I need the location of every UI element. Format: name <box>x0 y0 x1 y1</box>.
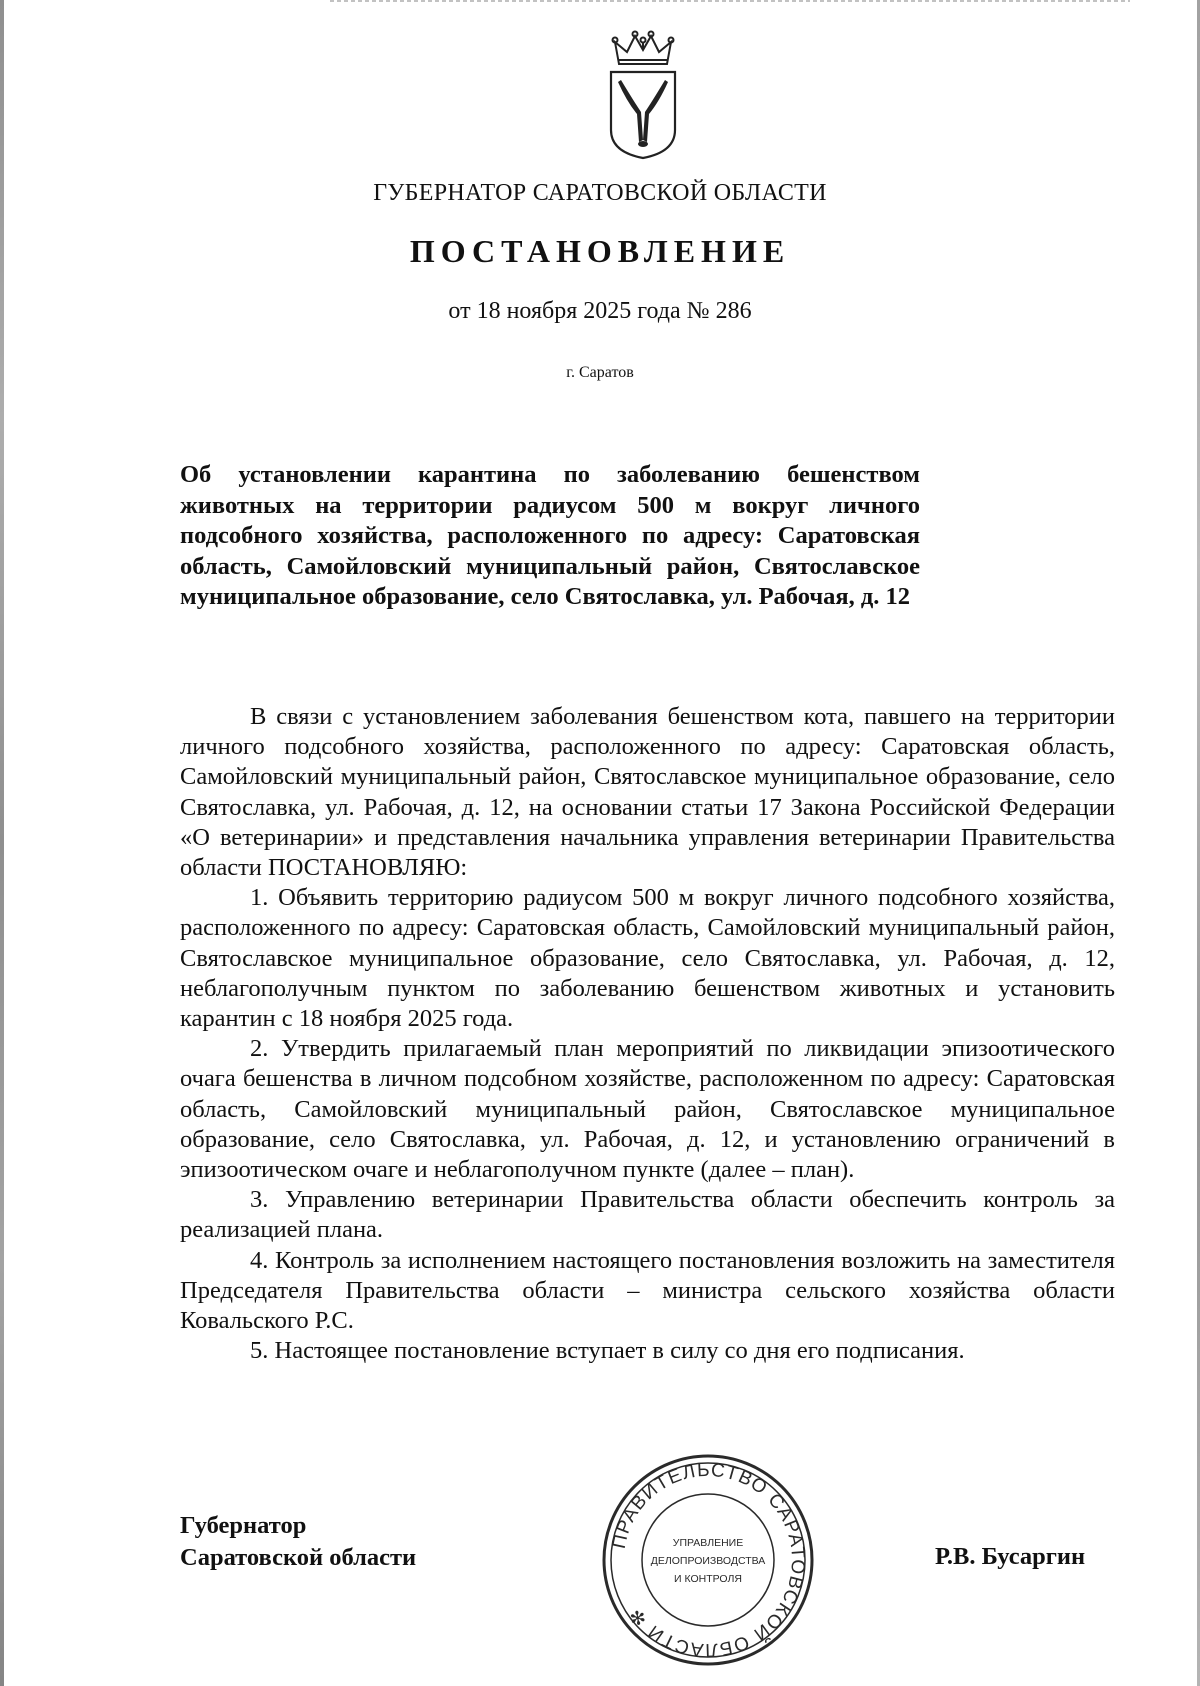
clause-1: 1. Объявить территорию радиусом 500 м вокруг личного подсобного хозяйства, расположенного по адресу: Саратовская область, Самойловский муниципальный район, Святославское муниципальное образование, село Святославка, ул. Рабочая, д. 12, неблагополучным пунктом по заболеванию бешенством животных и установить карантин с 18 ноября 2025 года. <box>180 884 1115 1033</box>
document-subject: Об установлении карантина по заболеванию бешенством животных на территории радиусом 500 м вокруг личного подсобного хозяйства, расположенного по адресу: Саратовская область, Самойловский муниципальный район, Святославское муниципальное образование, село Святославка, ул. Рабочая, д. 12 <box>180 461 920 610</box>
official-seal-stamp <box>598 1450 818 1670</box>
seal-inner-line-2: ДЕЛОПРОИЗВОДСТВА <box>650 1555 766 1567</box>
signatory-title <box>180 1510 416 1574</box>
scan-edge-top <box>330 0 1130 2</box>
seal-outer-text: ПРАВИТЕЛЬСТВО САРАТОВСКОЙ ОБЛАСТИ ✻ <box>608 1459 809 1661</box>
clause-3: 3. Управлению ветеринарии Правительства области обеспечить контроль за реализацией плана. <box>180 1186 1115 1244</box>
seal-inner-line-1: УПРАВЛЕНИЕ <box>672 1537 744 1549</box>
clause-4: 4. Контроль за исполнением настоящего постановления возложить на заместителя Председателя Правительства области – министра сельского хозяйства области Ковальского Р.С. <box>180 1246 1115 1335</box>
document-type: ПОСТАНОВЛЕНИЕ <box>409 233 791 269</box>
document-city: г. Саратов <box>566 364 634 381</box>
clause-2: 2. Утвердить прилагаемый план мероприятий по ликвидации эпизоотического очага бешенства в личном подсобном хозяйстве, расположенном по адресу: Саратовская область, Самойловский муниципальный район, Святославское муниципальное образование, село Святославка, ул. Рабочая, д. 12, и установлению ограничений в эпизоотическом очаге и неблагополучном пункте (далее – план). <box>180 1035 1115 1184</box>
issuing-authority: ГУБЕРНАТОР САРАТОВСКОЙ ОБЛАСТИ <box>373 180 827 206</box>
clause-5: 5. Настоящее постановление вступает в силу со дня его подписания. <box>250 1337 965 1365</box>
signatory-title-line-2: Саратовской области <box>180 1544 417 1571</box>
preamble-paragraph: В связи с установлением заболевания бешенством кота, павшего на территории личного подсобного хозяйства, расположенного по адресу: Саратовская область, Самойловский муниципальный район, Святославское муниципальное образование, село Святославка, ул. Рабочая, д. 12, на основании статьи 17 Закона Российской Федерации «О ветеринарии» и представления начальника управления ветеринарии Правительства области ПОСТАНОВЛЯЮ: <box>180 703 1115 882</box>
coat-of-arms-icon <box>605 30 681 160</box>
document-date-number: от 18 ноября 2025 года № 286 <box>448 298 752 324</box>
seal-inner-line-3: И КОНТРОЛЯ <box>674 1573 742 1585</box>
document-body <box>180 702 1115 1366</box>
signatory-name: Р.В. Бусаргин <box>935 1543 1086 1570</box>
signatory-title-line-1: Губернатор <box>180 1512 307 1539</box>
